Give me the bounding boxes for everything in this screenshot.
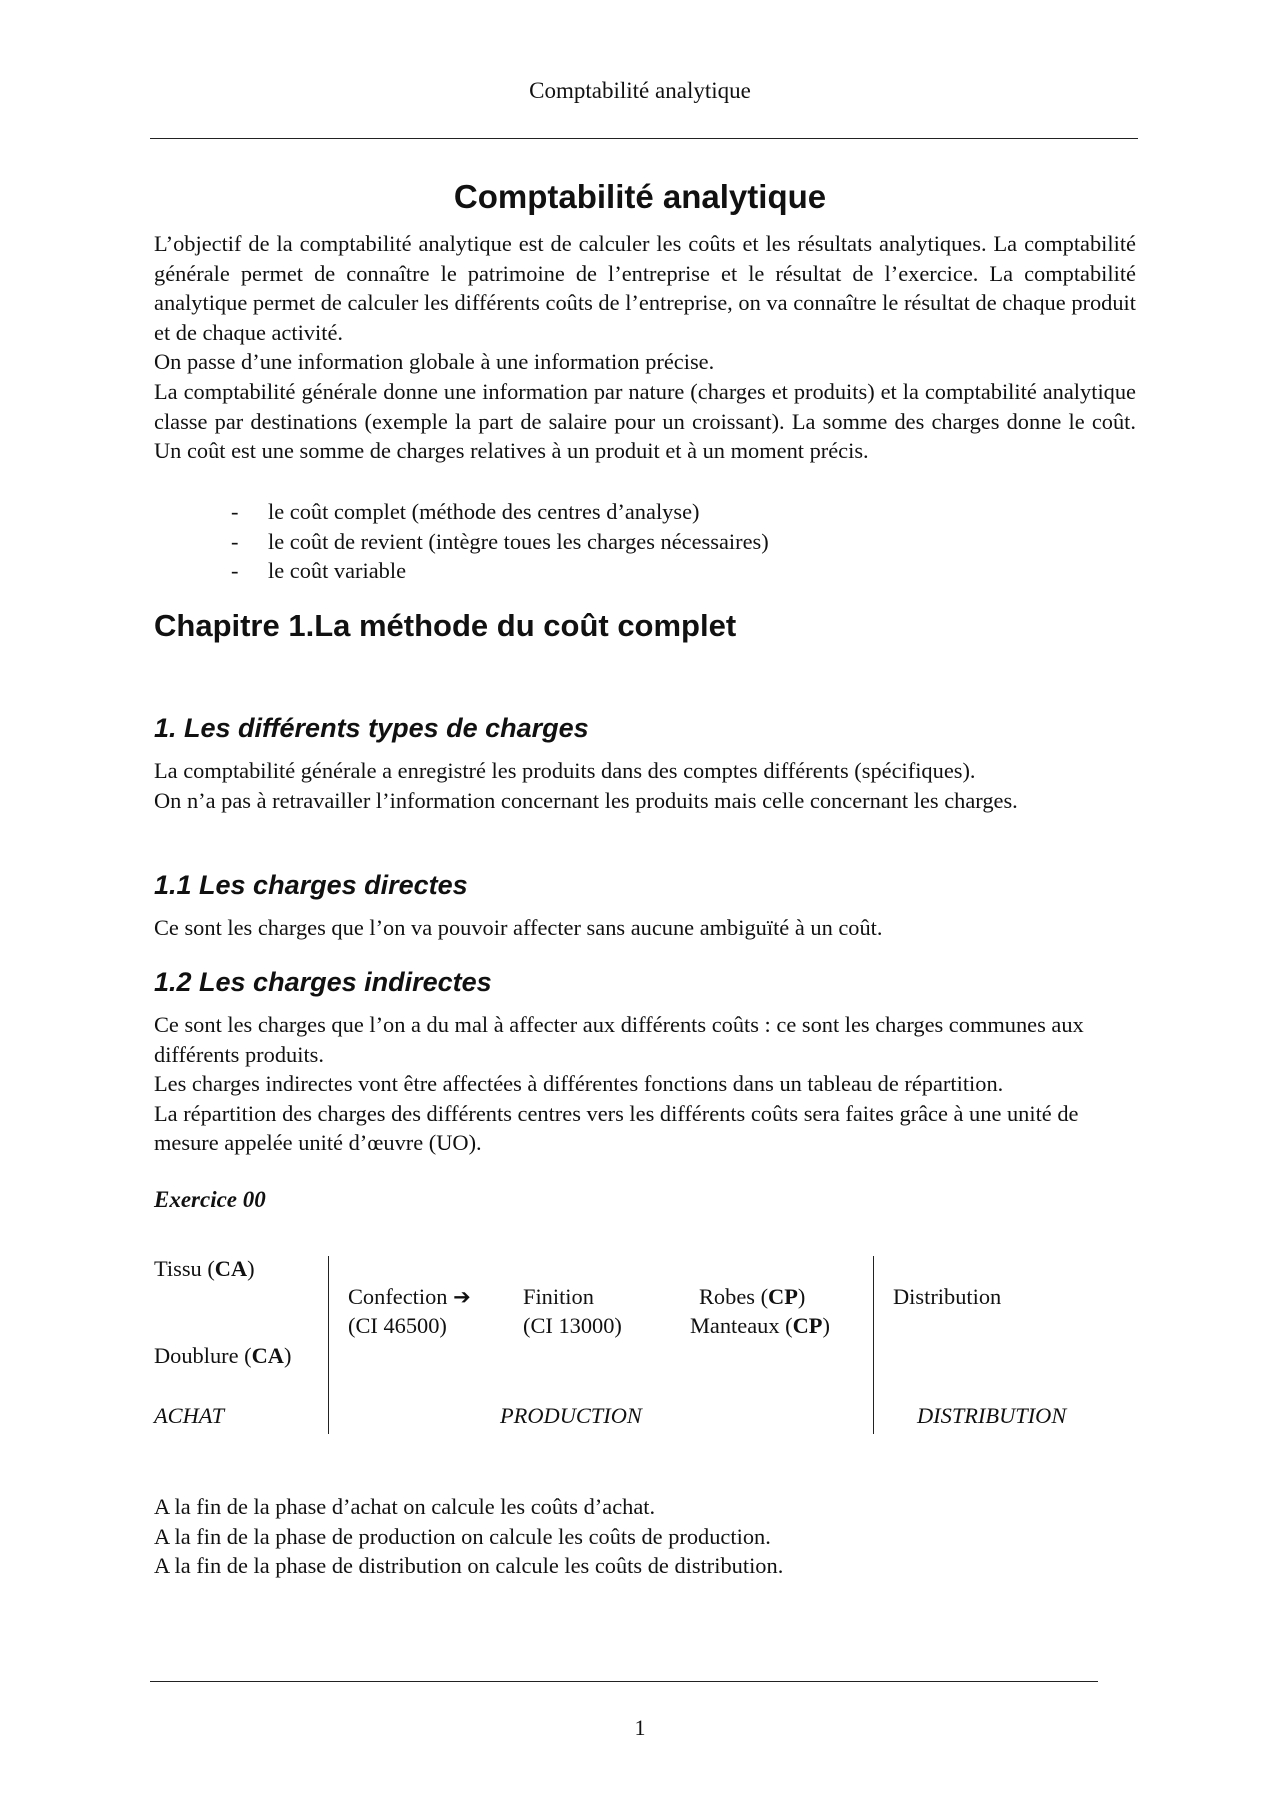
intro-paragraph: La comptabilité générale donne une information par nature (charges et produits) et la comptabilité analytique classe par destinations (exemple la part de salaire pour un croissant). La somme des charges donne le coût. Un coût est une somme de charges relatives à un produit et à un moment précis. <box>154 378 1136 464</box>
list-item: - le coût de revient (intègre toues les charges nécessaires) <box>228 527 769 557</box>
list-item: - le coût complet (méthode des centres d’analyse) <box>228 497 769 527</box>
manteaux-label: Manteaux (CP) <box>690 1313 830 1338</box>
section-title: 1. Les différents types de charges <box>154 713 589 743</box>
section-paragraph: La répartition des charges des différents centres vers les différents coûts sera faites grâce à une unité de mesure appelée unité d’œuvre (UO). <box>154 1100 1079 1156</box>
conclusion-line: A la fin de la phase d’achat on calcule les coûts d’achat. <box>154 1494 656 1519</box>
arrow-right-icon: ➔ <box>453 1285 471 1309</box>
section-paragraph: La comptabilité générale a enregistré les produits dans des comptes différents (spécifiques). <box>154 758 976 783</box>
cost-types-list <box>228 497 769 586</box>
document-title: Comptabilité analytique <box>453 178 827 215</box>
phase-divider <box>873 1256 874 1434</box>
conclusion-line: A la fin de la phase de distribution on calcule les coûts de distribution. <box>154 1553 784 1579</box>
section-body <box>154 913 1136 943</box>
phase-divider <box>328 1256 329 1434</box>
section-title: 1.2 Les charges indirectes <box>154 967 492 997</box>
conclusion-text <box>154 1492 1136 1581</box>
intro-text <box>154 229 1136 466</box>
chapter-title: Chapitre 1.La méthode du coût complet <box>154 608 737 643</box>
finition-label: Finition <box>523 1284 594 1309</box>
phase-achat: ACHAT <box>154 1403 225 1428</box>
exercise-title: Exercice 00 <box>154 1187 266 1212</box>
phase-distribution: DISTRIBUTION <box>917 1403 1067 1428</box>
intro-paragraph: On passe d’une information globale à une information précise. <box>154 349 715 375</box>
phase-production: PRODUCTION <box>500 1403 642 1428</box>
tissu-label: Tissu (CA) <box>154 1256 255 1281</box>
section-body <box>154 1010 1136 1158</box>
section-paragraph: Ce sont les charges que l’on va pouvoir affecter sans aucune ambiguïté à un coût. <box>154 915 883 940</box>
confection-label: Confection ➔ <box>348 1284 471 1309</box>
list-item: - le coût variable <box>228 556 769 586</box>
section-paragraph: Ce sont les charges que l’on a du mal à affecter aux différents coûts : ce sont les charges communes aux différents produits. <box>154 1012 1084 1067</box>
running-header: Comptabilité analytique <box>529 78 751 103</box>
page-number: 1 <box>634 1715 646 1740</box>
section-paragraph: Les charges indirectes vont être affectées à différentes fonctions dans un tableau de répartition. <box>154 1071 1004 1097</box>
section-body <box>154 756 1136 815</box>
header-rule <box>150 138 1138 139</box>
footer-rule <box>150 1681 1098 1682</box>
doublure-label: Doublure (CA) <box>154 1343 292 1368</box>
distribution-label: Distribution <box>893 1284 1002 1309</box>
confection-ci: (CI 46500) <box>348 1313 447 1338</box>
section-title: 1.1 Les charges directes <box>154 870 468 900</box>
robes-label: Robes (CP) <box>699 1284 806 1309</box>
intro-paragraph: L’objectif de la comptabilité analytique est de calculer les coûts et les résultats analytiques. La comptabilité générale permet de connaître le patrimoine de l’entreprise et le résultat de l’exercice. La comptabilité analytique permet de calculer les différents coûts de l’entreprise, on va connaître le résultat de chaque produit et de chaque activité. <box>154 231 1136 345</box>
conclusion-line: A la fin de la phase de production on calcule les coûts de production. <box>154 1523 771 1549</box>
section-paragraph: On n’a pas à retravailler l’information concernant les produits mais celle concernant les charges. <box>154 787 1018 813</box>
finition-ci: (CI 13000) <box>523 1313 622 1338</box>
